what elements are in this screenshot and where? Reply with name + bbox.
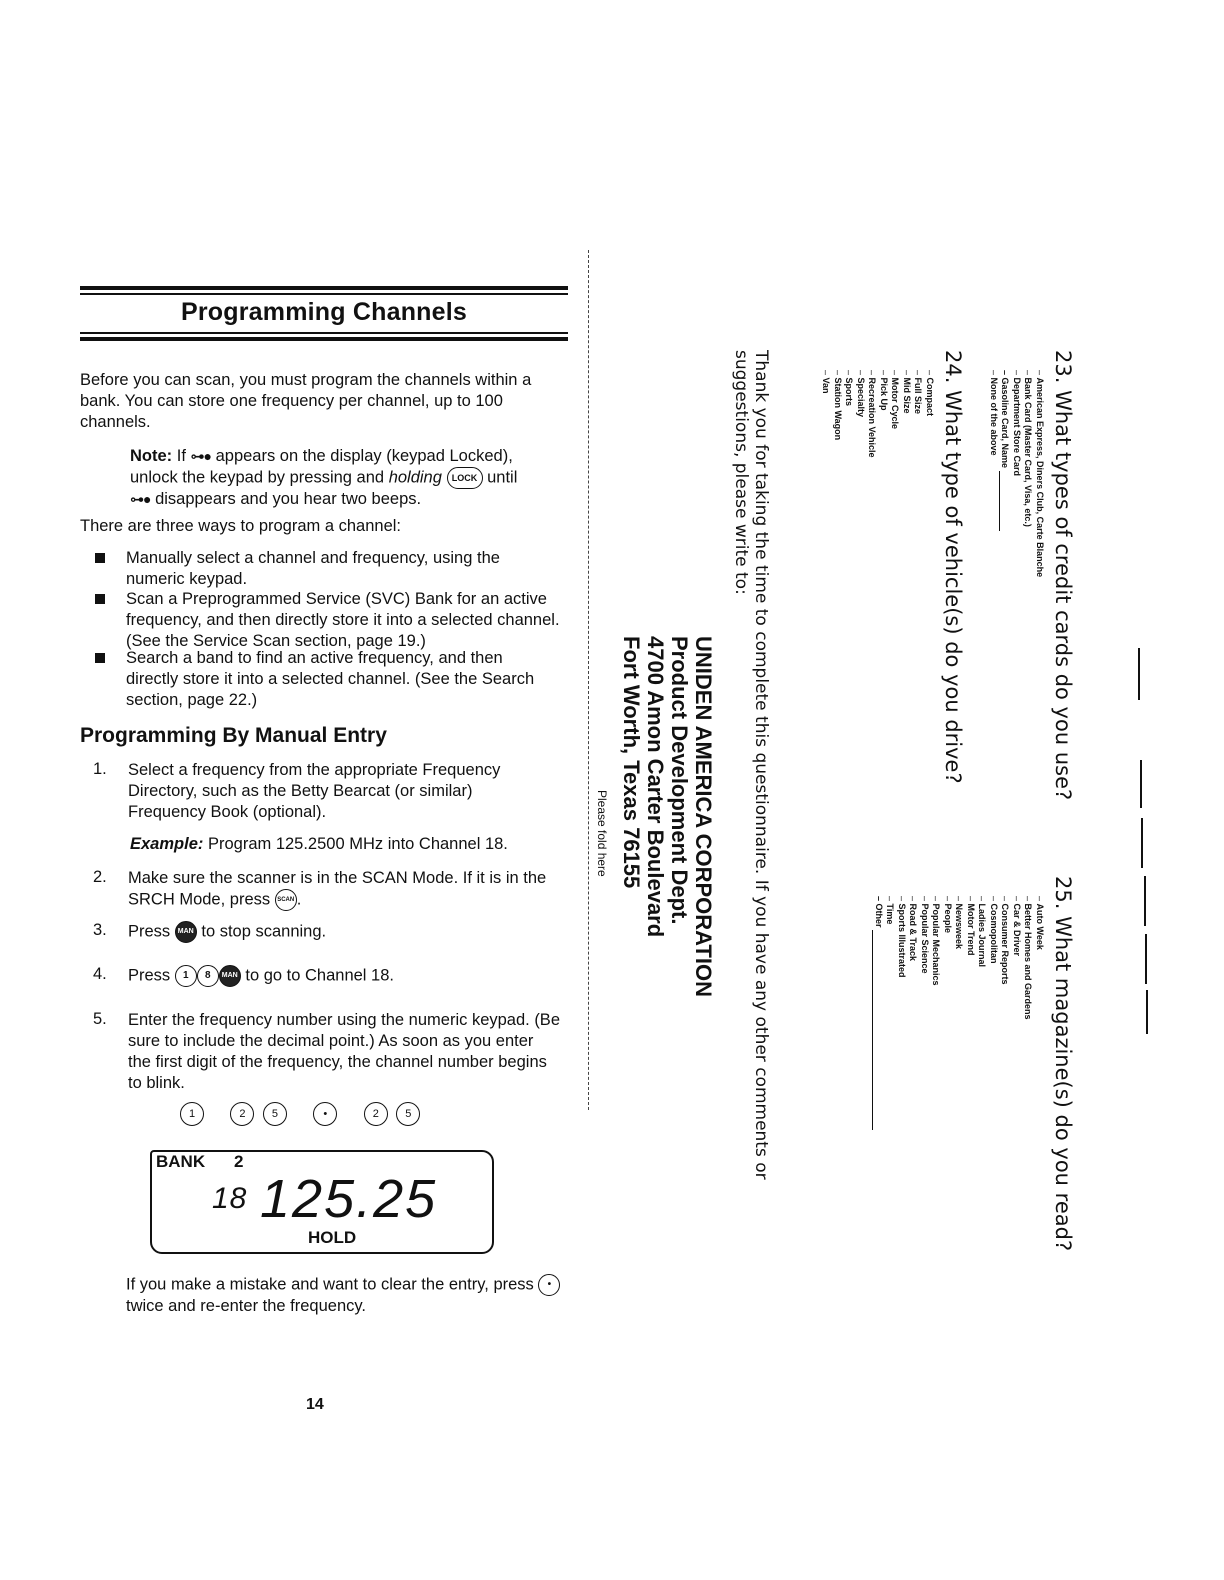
step-text-1: Select a frequency from the appropriate Frequency Directory, such as the Betty Bearcat (or similar) Frequency Book (optional). [128,761,501,821]
man-key-icon-2: MAN [219,965,241,987]
question-24-options [820,370,935,458]
note-line1-a: If [176,447,186,465]
option-item: – Sports [843,370,855,458]
key-decimal-icon: • [313,1102,337,1126]
option-item: – Motor Trend [965,896,977,1130]
bullet-icon-3 [95,653,105,663]
key-8-icon: 8 [197,965,219,987]
step-2-text-a: Make sure the scanner is in the SCAN Mode. If it is in the SRCH Mode, press [128,869,547,909]
intro-paragraph: Before you can scan, you must program the channels within a bank. You can store one frequency per channel, up to 100 channels. [80,371,532,431]
option-item: – Pick Up [878,370,890,458]
clear-text-a: If you make a mistake and want to clear the entry, press [126,1275,534,1294]
example-label: Example: [130,835,204,853]
option-item: – Station Wagon [832,370,844,458]
key-2-icon: 2 [364,1102,388,1126]
scanner-display [150,1150,494,1254]
lock-key-icon: LOCK [447,467,483,489]
page-title: Programming Channels [181,298,467,326]
step-3-text-b: to stop scanning. [201,922,327,941]
page-number: 14 [306,1396,324,1413]
option-item: Gasoline Card, Name [1000,377,1011,469]
display-channel: 18 [212,1182,248,1215]
option-item: – Popular Science [919,896,931,1130]
thank-you-text: Thank you for taking the time to complete this questionnaire. If you have any other comments or suggestions, please write to: [731,350,771,1180]
display-bank-label: BANK [156,1152,206,1171]
mailing-address [619,636,715,997]
questionnaire-page [585,350,1075,1350]
bullet-icon-1 [95,553,105,563]
section-heading: Programming By Manual Entry [80,724,387,747]
question-25-title: 25. What magazine(s) do you read? [1051,876,1075,1252]
clear-key-icon: • [538,1274,560,1296]
option-item: – Recreation Vehicle [866,370,878,458]
option-item: – Motor Cycle [889,370,901,458]
option-item: – Car & Driver [1011,896,1023,1130]
example-text: Program 125.2500 MHz into Channel 18. [207,835,508,853]
ways-intro: There are three ways to program a channel: [80,517,402,535]
step-number-4: 4. [93,965,107,983]
option-item: – Auto Week [1034,896,1046,1130]
top-rule-thin [80,293,568,295]
step-number-5: 5. [93,1010,107,1028]
option-item: – Specialty [855,370,867,458]
note-line3: disappears and you hear two beeps. [155,490,422,508]
option-item: – Newsweek [953,896,965,1130]
option-item: – Sports Illustrated [896,896,908,1130]
bottom-rule [80,337,568,341]
option-item: – Popular Mechanics [930,896,942,1130]
note-line2-b: until [487,468,518,487]
option-item: – Ladies Journal [976,896,988,1130]
question-24-title: 24. What type of vehicle(s) do you drive? [941,350,965,784]
bullet-item-2: Scan a Preprogrammed Service (SVC) Bank for an active frequency, and then directly store it into a selected channel. (See the Service Scan section, page 19.) [126,590,560,650]
fold-label: Please fold here [595,790,609,877]
clear-text-b: twice and re-enter the frequency. [126,1297,366,1315]
top-rule [80,286,568,290]
option-item: – Compact [924,370,936,458]
note-line2-a: unlock the keypad by pressing and [130,468,385,487]
example-line [130,834,560,855]
step-3-text-a: Press [128,922,171,941]
option-item: Other [874,903,884,928]
option-item: – Full Size [912,370,924,458]
keypad-lock-icon-2: ⊶● [130,491,151,507]
option-item: – People [942,896,954,1130]
fill-in-line [873,930,874,1130]
display-bank-number: 2 [234,1152,244,1171]
note-label: Note: [130,447,173,465]
option-item: – Cosmopolitan [988,896,1000,1130]
answer-line [1145,934,1147,984]
display-status: HOLD [308,1228,357,1247]
step-text-4 [128,965,558,987]
question-23-title: 23. What types of credit cards do you use? [1051,350,1075,801]
option-item: – Department Store Card [1011,370,1023,577]
address-line: Product Development Dept. [667,636,692,925]
address-line: UNIDEN AMERICA CORPORATION [691,636,716,997]
answer-line [1138,648,1140,700]
keypad-lock-icon: ⊶● [190,448,211,464]
option-item: – American Express, Diners Club, Carte Blanche [1034,370,1046,577]
step-text-3 [128,921,558,943]
answer-line [1140,760,1142,808]
key-2-icon: 2 [230,1102,254,1126]
scan-key-icon: SCAN [275,889,297,911]
option-item: – None of the above [988,370,1000,577]
keypad-sequence [180,1102,424,1126]
display-frequency: 125.25 [260,1169,438,1229]
answer-line [1144,876,1146,926]
bullet-item-1: Manually select a channel and frequency, using the numeric keypad. [126,549,500,588]
step-text-2 [128,868,558,911]
address-line: 4700 Amon Carter Boulevard [643,636,668,938]
bullet-icon-2 [95,594,105,604]
step-text-5: Enter the frequency number using the numeric keypad. (Be sure to include the decimal point.) As soon as you enter the first digit of the frequency, the channel number begins to blink. [128,1011,560,1092]
key-1-icon: 1 [180,1102,204,1126]
address-line: Fort Worth, Texas 76155 [619,636,644,889]
step-number-2: 2. [93,868,107,886]
bullet-item-3: Search a band to find an active frequency, and then directly store it into a selected channel. (See the Search section, page 22.) [126,649,535,709]
step-4-text-a: Press [128,966,171,985]
option-item-with-blank: – Gasoline Card, Name [999,370,1011,577]
key-5-icon: 5 [396,1102,420,1126]
note-block [130,446,570,510]
question-23-options [988,370,1046,577]
step-number-3: 3. [93,921,107,939]
option-item: – Road & Track [907,896,919,1130]
option-item: – Van [820,370,832,458]
option-item: – Mid Size [901,370,913,458]
note-line1-b: appears on the display (keypad Locked), [215,447,513,465]
answer-line [1141,818,1143,868]
step-number-1: 1. [93,760,107,778]
clear-instruction [126,1274,566,1317]
step-2-text-b: . [296,890,302,909]
bottom-rule-thin [80,332,568,334]
answer-line [1146,990,1148,1034]
key-1-icon: 1 [175,965,197,987]
man-key-icon: MAN [175,921,197,943]
step-4-text-b: to go to Channel 18. [245,966,394,985]
option-item-with-blank: – Other [873,896,885,1130]
key-5-icon: 5 [263,1102,287,1126]
option-item: – Consumer Reports [999,896,1011,1130]
question-25-options [873,896,1046,1130]
fill-in-line [999,471,1000,531]
note-holding: holding [388,468,442,487]
option-item: – Bank Card (Master Card, Visa, etc.) [1022,370,1034,577]
option-item: – Better Homes and Gardens [1022,896,1034,1130]
option-item: – Time [884,896,896,1130]
